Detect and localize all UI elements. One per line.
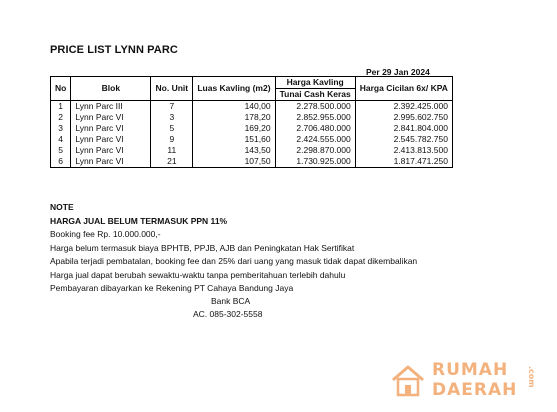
header-unit: No. Unit — [151, 77, 193, 101]
cell-tunai: 2.278.500.000 — [275, 101, 355, 113]
cell-unit: 7 — [151, 101, 193, 113]
cell-no: 6 — [51, 156, 71, 168]
cell-tunai: 2.852.955.000 — [275, 112, 355, 123]
header-blok: Blok — [71, 77, 151, 101]
cell-no: 4 — [51, 134, 71, 145]
cell-cicilan: 2.392.425.000 — [355, 101, 452, 113]
price-table — [50, 76, 453, 168]
table-row — [51, 145, 453, 156]
cell-luas: 107,50 — [193, 156, 275, 168]
bank-name: Bank BCA — [211, 296, 251, 306]
cell-blok: Lynn Parc VI — [71, 123, 151, 134]
notes-line: Apabila terjadi pembatalan, booking fee dan 25% dari uang yang masuk tidak dapat dikembalikan — [50, 256, 418, 266]
cell-cicilan: 2.995.602.750 — [355, 112, 452, 123]
notes-line: Pembayaran dibayarkan ke Rekening PT Cahaya Bandung Jaya — [50, 283, 294, 293]
cell-tunai: 1.730.925.000 — [275, 156, 355, 168]
cell-blok: Lynn Parc VI — [71, 145, 151, 156]
cell-blok: Lynn Parc VI — [71, 112, 151, 123]
notes-line: Booking fee Rp. 10.000.000,- — [50, 229, 161, 239]
notes-section — [50, 201, 417, 296]
cell-cicilan: 1.817.471.250 — [355, 156, 452, 168]
cell-cicilan: 2.545.782.750 — [355, 134, 452, 145]
notes-heading: NOTE — [50, 202, 74, 212]
notes-tax-heading: HARGA JUAL BELUM TERMASUK PPN 11% — [50, 215, 228, 226]
cell-no: 2 — [51, 112, 71, 123]
table-row — [51, 134, 453, 145]
header-tunai: Tunai Cash Keras — [275, 89, 355, 101]
price-table-body — [51, 101, 453, 168]
account-number: AC. 085-302-5558 — [193, 309, 263, 319]
cell-blok: Lynn Parc III — [71, 101, 151, 113]
table-row — [51, 156, 453, 168]
notes-line: Harga belum termasuk biaya BPHTB, PPJB, AJB dan Peningkatan Hak Sertifikat — [50, 242, 355, 253]
header-luas: Luas Kavling (m2) — [193, 77, 275, 101]
table-row — [51, 101, 453, 113]
header-no: No — [51, 77, 71, 101]
cell-cicilan: 2.413.813.500 — [355, 145, 452, 156]
cell-luas: 140,00 — [193, 101, 275, 113]
cell-unit: 9 — [151, 134, 193, 145]
price-date: Per 29 Jan 2024 — [366, 67, 430, 77]
cell-blok: Lynn Parc VI — [71, 156, 151, 168]
header-harga-kavling: Harga Kavling — [275, 77, 355, 89]
cell-luas: 151,60 — [193, 134, 275, 145]
watermark-logo — [390, 358, 550, 408]
cell-tunai: 2.424.555.000 — [275, 134, 355, 145]
house-icon — [390, 364, 426, 398]
table-row — [51, 123, 453, 134]
watermark-text-bottom: DAERAH — [432, 380, 518, 400]
cell-blok: Lynn Parc VI — [71, 134, 151, 145]
cell-tunai: 2.706.480.000 — [275, 123, 355, 134]
cell-unit: 5 — [151, 123, 193, 134]
cell-luas: 178,20 — [193, 112, 275, 123]
cell-unit: 3 — [151, 112, 193, 123]
cell-luas: 143,50 — [193, 145, 275, 156]
cell-no: 5 — [51, 145, 71, 156]
cell-no: 1 — [51, 101, 71, 113]
notes-line: Harga jual dapat berubah sewaktu-waktu tanpa pemberitahuan terlebih dahulu — [50, 269, 346, 280]
cell-no: 3 — [51, 123, 71, 134]
cell-luas: 169,20 — [193, 123, 275, 134]
cell-unit: 11 — [151, 145, 193, 156]
table-row — [51, 112, 453, 123]
page-title: PRICE LIST LYNN PARC — [50, 44, 178, 56]
header-cicilan: Harga Cicilan 6x/ KPA — [355, 77, 452, 101]
watermark-suffix: .com — [527, 366, 536, 388]
cell-unit: 21 — [151, 156, 193, 168]
watermark-text-top: RUMAH — [432, 360, 509, 380]
cell-cicilan: 2.841.804.000 — [355, 123, 452, 134]
cell-tunai: 2.298.870.000 — [275, 145, 355, 156]
